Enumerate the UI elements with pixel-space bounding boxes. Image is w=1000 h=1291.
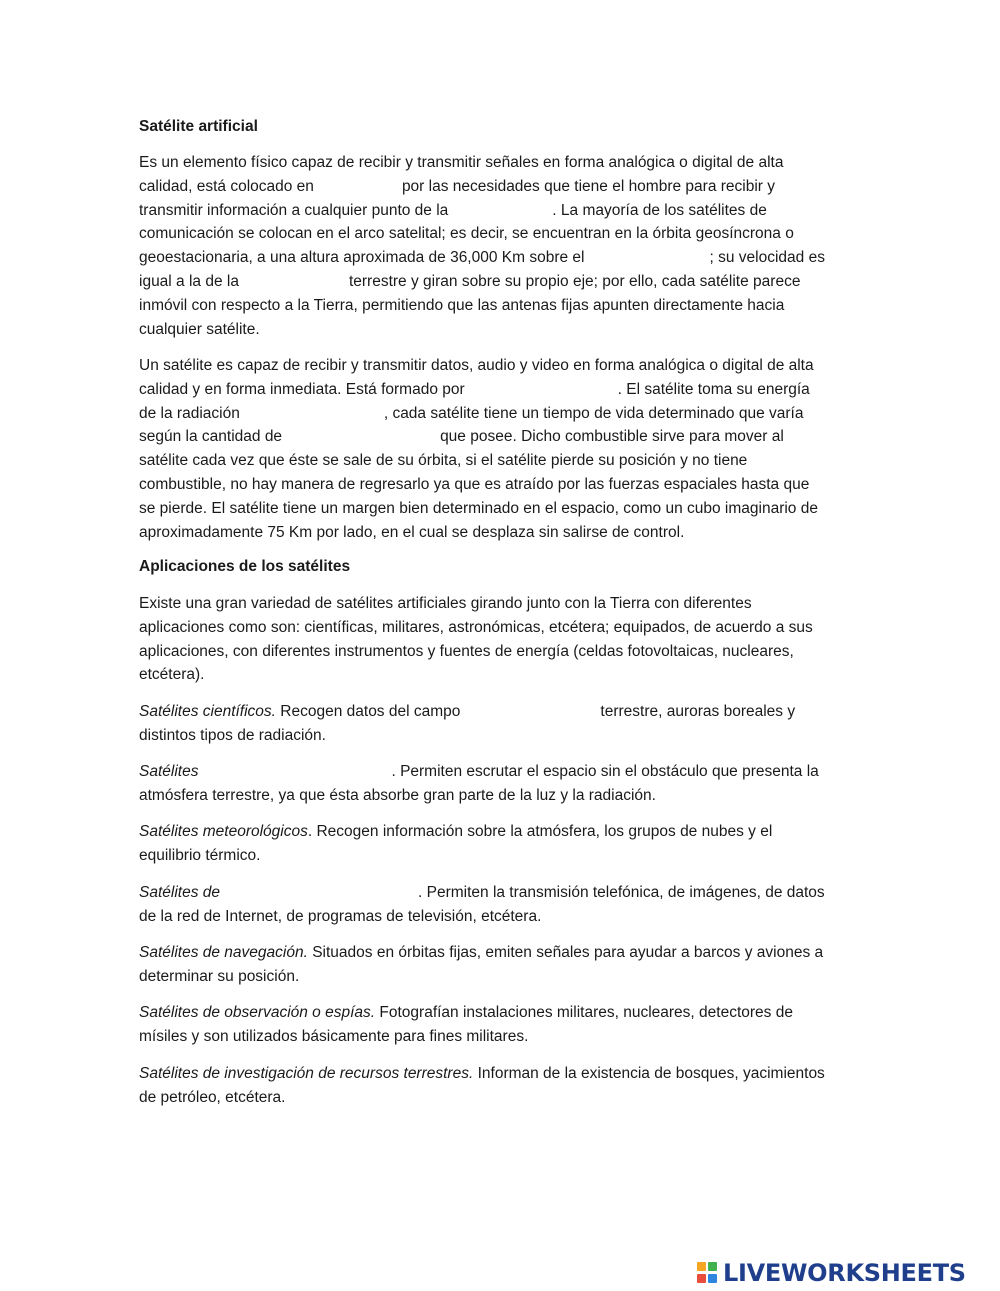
text-line: Satélites de navegación. Situados en órbitas fijas, emiten señales para ayudar a barcos y aviones a xyxy=(139,944,824,961)
paragraph-applications-intro xyxy=(139,592,864,687)
text-line: transmitir información a cualquier punto de la . La mayoría de los satélites de xyxy=(139,201,767,219)
text-line: aproximadamente 75 Km por lado, en el cual se desplaza sin salirse de control. xyxy=(139,523,685,541)
text-line: Un satélite es capaz de recibir y transmitir datos, audio y video en forma analógica o digital de alta xyxy=(139,357,814,374)
text-line: Satélites de investigación de recursos terrestres. Informan de la existencia de bosques, yacimientos xyxy=(139,1065,825,1082)
section-heading-applications: Aplicaciones de los satélites xyxy=(139,558,351,575)
text-line: Satélites . Permiten escrutar el espacio sin el obstáculo que presenta la xyxy=(139,763,819,780)
text-line: de la red de Internet, de programas de televisión, etcétera. xyxy=(139,907,542,925)
blank-input-3[interactable] xyxy=(584,248,709,268)
text-line: de la radiación , cada satélite tiene un tiempo de vida determinado que varía xyxy=(139,404,804,422)
item-communication-satellites xyxy=(139,881,864,929)
item-astronomical-satellites xyxy=(139,760,864,808)
item-label: Satélites de xyxy=(139,884,220,901)
item-meteorological-satellites xyxy=(139,820,864,868)
paragraph-satelite-definition xyxy=(139,151,864,341)
blank-input-8[interactable] xyxy=(464,702,600,722)
text-line: Satélites de observación o espías. Fotografían instalaciones militares, nucleares, detectores de xyxy=(139,1004,793,1021)
item-label: Satélites meteorológicos xyxy=(139,823,308,840)
item-label: Satélites de navegación. xyxy=(139,944,308,961)
text-line: inmóvil con respecto a la Tierra, permitiendo que las antenas fijas apunten directamente hacia xyxy=(139,296,785,314)
item-label: Satélites de investigación de recursos terrestres. xyxy=(139,1065,474,1082)
text-line: comunicación se colocan en el arco satelital; es decir, se encuentran en la órbita geosíncrona o xyxy=(139,225,794,243)
blank-input-4[interactable] xyxy=(239,272,349,292)
blank-input-9[interactable] xyxy=(198,762,391,782)
text-line: determinar su posición. xyxy=(139,967,300,985)
text-line: atmósfera terrestre, ya que ésta absorbe gran parte de la luz y la radiación. xyxy=(139,786,656,804)
text-line: cualquier satélite. xyxy=(139,320,260,338)
text-line: igual a la de la terrestre y giran sobre su propio eje; por ello, cada satélite parece xyxy=(139,272,801,290)
blank-input-6[interactable] xyxy=(240,403,384,423)
text-line: mísiles y son utilizados básicamente para fines militares. xyxy=(139,1027,529,1045)
text-line: distintos tipos de radiación. xyxy=(139,726,326,744)
text-line: se pierde. El satélite tiene un margen bien determinado en el espacio, como un cubo imaginario de xyxy=(139,499,818,517)
item-label: Satélites xyxy=(139,763,199,780)
paragraph-satelite-function xyxy=(139,354,864,544)
blank-input-1[interactable] xyxy=(314,177,402,197)
text-line: Satélites meteorológicos. Recogen información sobre la atmósfera, los grupos de nubes y el xyxy=(139,823,773,840)
item-spy-satellites xyxy=(139,1001,864,1049)
title-heading: Satélite artificial xyxy=(139,118,258,135)
blank-input-7[interactable] xyxy=(282,427,440,447)
text-line: calidad y en forma inmediata. Está formado por . El satélite toma su energía xyxy=(139,380,810,398)
blank-input-10[interactable] xyxy=(220,883,418,903)
item-navigation-satellites xyxy=(139,941,864,989)
item-scientific-satellites xyxy=(139,700,864,748)
text-line: Satélites científicos. Recogen datos del campo terrestre, auroras boreales y xyxy=(139,703,796,720)
item-label: Satélites científicos. xyxy=(139,703,276,720)
text-line: Existe una gran variedad de satélites artificiales girando junto con la Tierra con diferentes xyxy=(139,595,752,612)
item-label: Satélites de observación o espías. xyxy=(139,1004,376,1021)
text-line: Es un elemento físico capaz de recibir y transmitir señales en forma analógica o digital de alta xyxy=(139,154,784,171)
text-line: Satélites de . Permiten la transmisión telefónica, de imágenes, de datos xyxy=(139,884,825,901)
text-line: calidad, está colocado en por las necesidades que tiene el hombre para recibir y xyxy=(139,177,776,195)
logo-blocks-icon xyxy=(697,1260,721,1286)
liveworksheets-logo xyxy=(697,1259,966,1287)
text-line: equilibrio térmico. xyxy=(139,846,261,864)
text-line: satélite cada vez que éste se sale de su órbita, si el satélite pierde su posición y no tiene xyxy=(139,452,748,470)
text-line: combustible, no hay manera de regresarlo ya que es atraído por las fuerzas espaciales hasta que xyxy=(139,475,810,493)
blank-input-5[interactable] xyxy=(465,380,618,400)
text-line: según la cantidad de que posee. Dicho combustible sirve para mover al xyxy=(139,428,784,446)
item-resource-satellites xyxy=(139,1062,864,1110)
blank-input-2[interactable] xyxy=(448,200,552,220)
text-line: etcétera). xyxy=(139,666,205,684)
text-line: aplicaciones como son: científicas, militares, astronómicas, etcétera; equipados, de acuerdo a sus xyxy=(139,618,813,636)
text-line: de petróleo, etcétera. xyxy=(139,1088,286,1106)
text-line: geoestacionaria, a una altura aproximada de 36,000 Km sobre el ; su velocidad es xyxy=(139,249,825,267)
text-line: aplicaciones, con diferentes instrumentos y fuentes de energía (celdas fotovoltaicas, nucleares, xyxy=(139,642,794,660)
logo-text: LIVEWORKSHEETS xyxy=(723,1259,966,1287)
